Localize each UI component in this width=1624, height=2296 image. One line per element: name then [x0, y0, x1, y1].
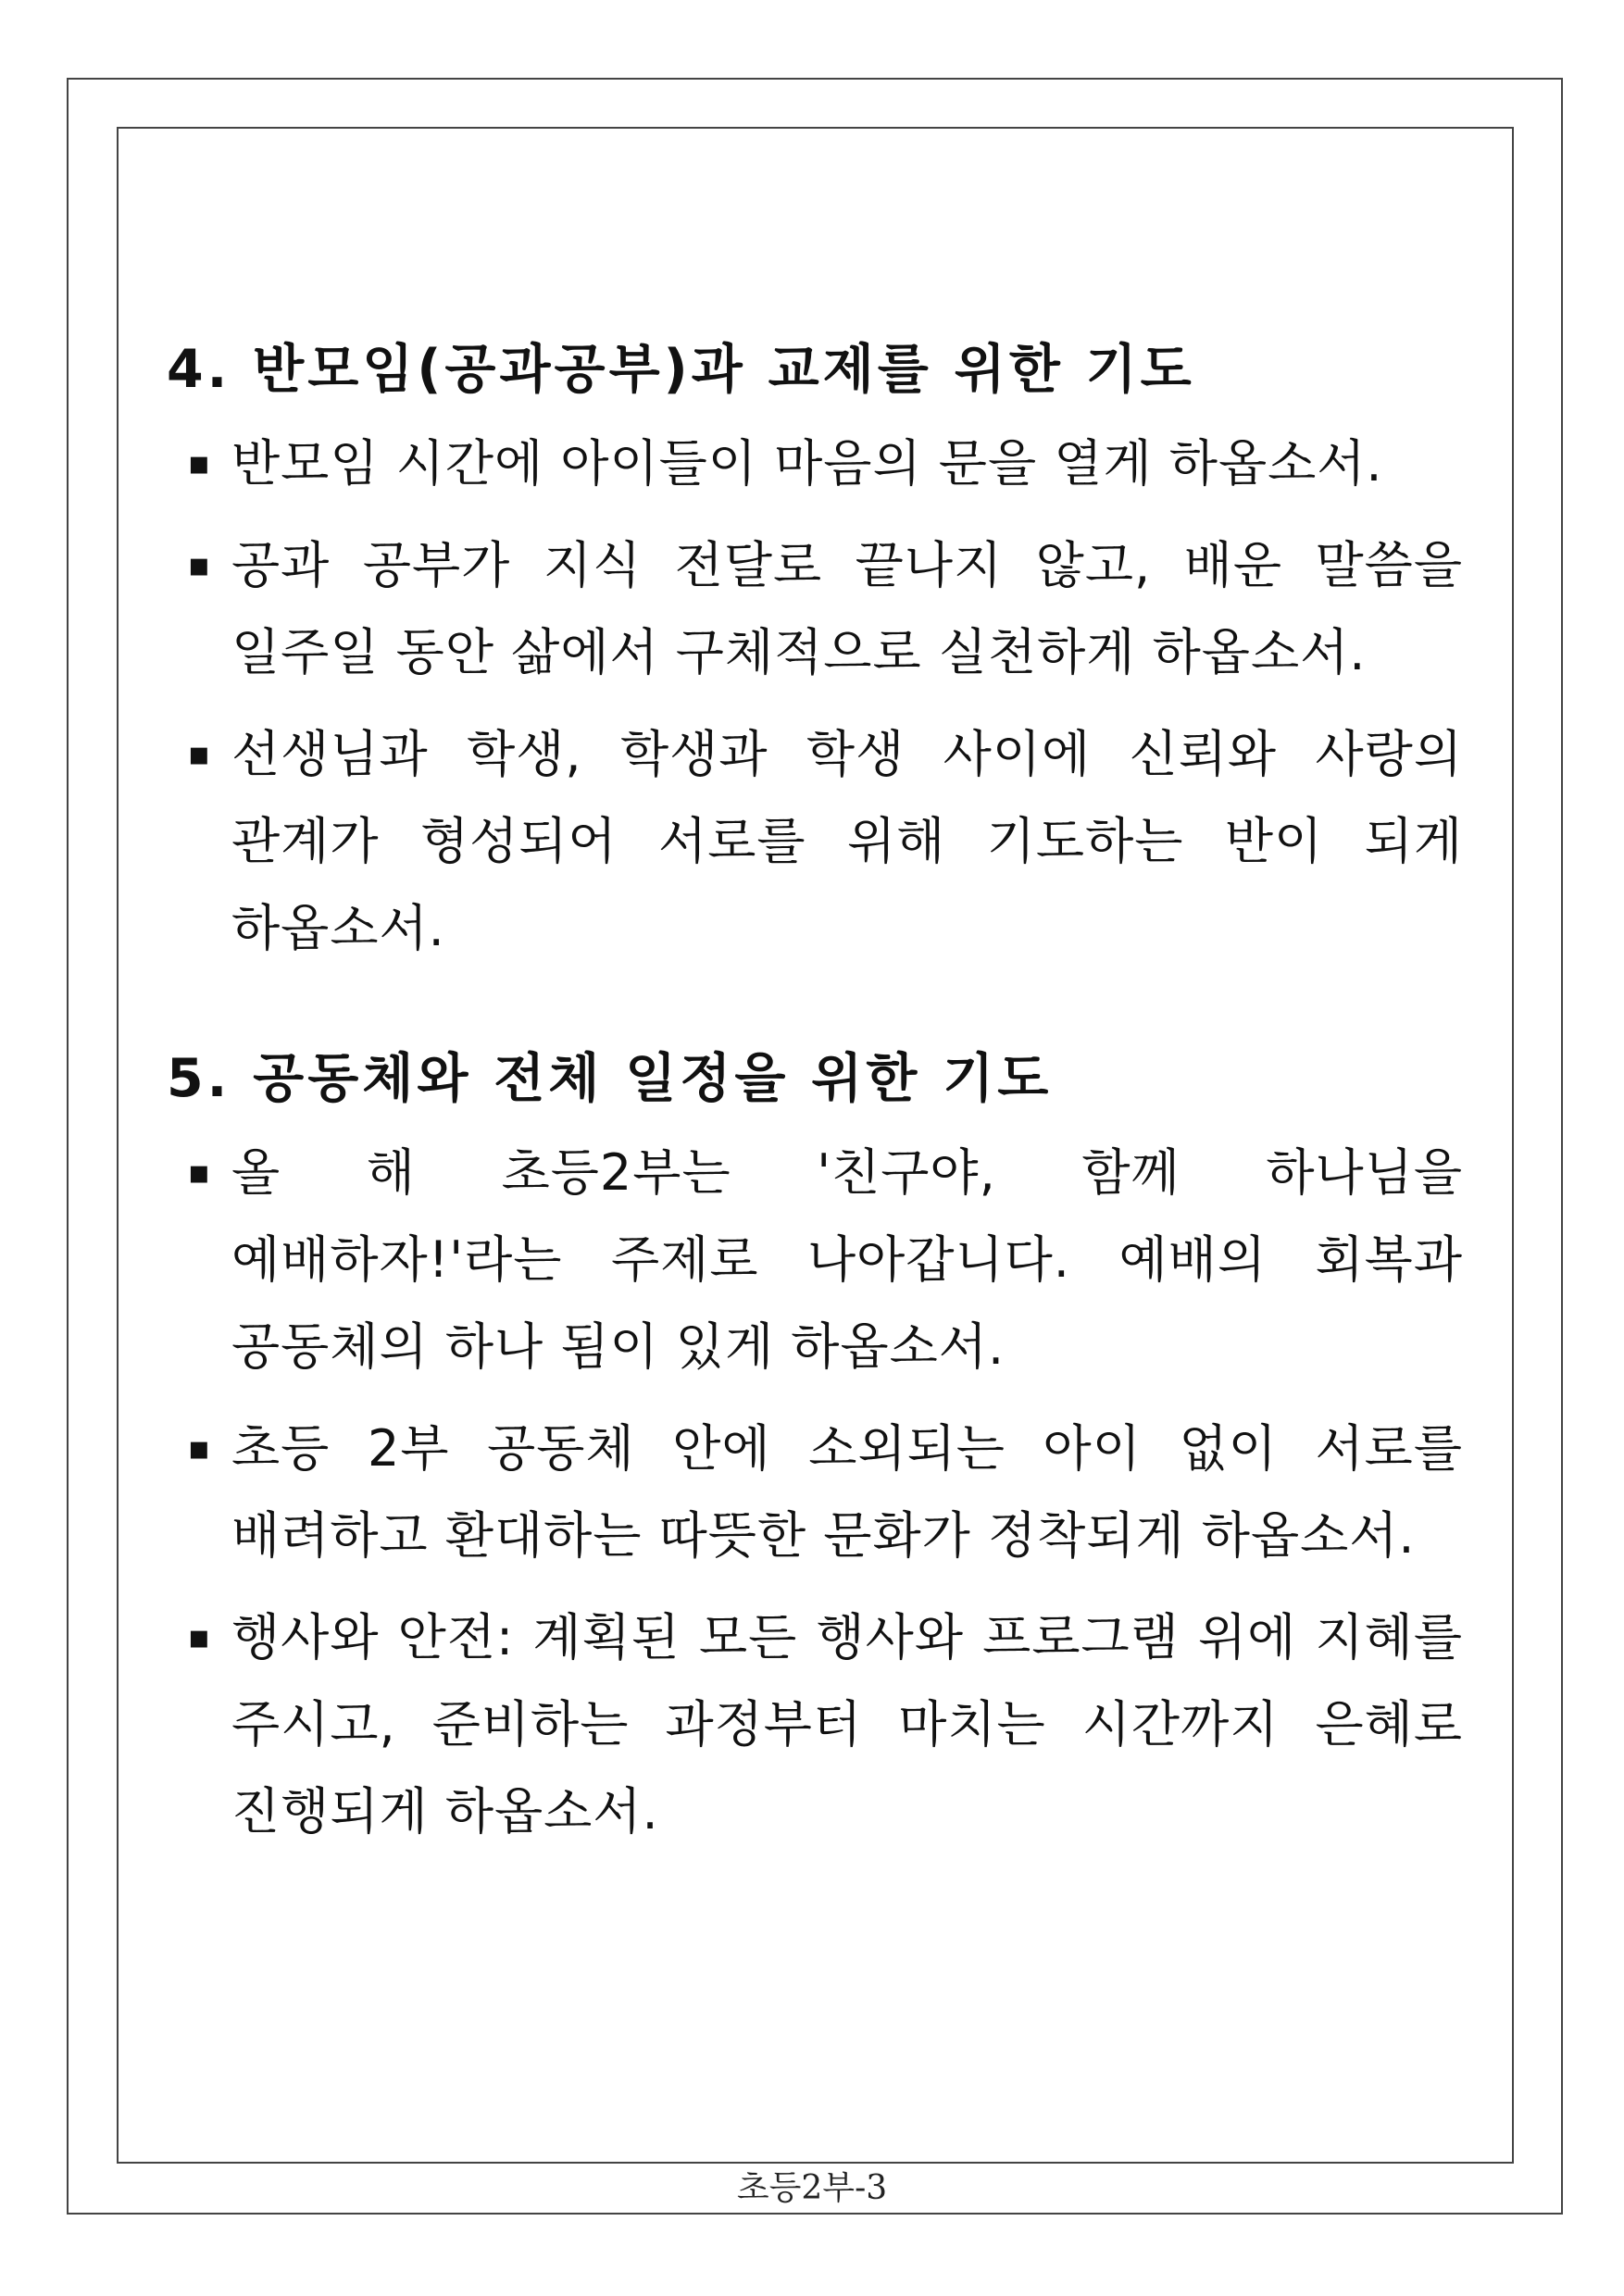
prayer-item	[167, 1405, 1491, 1579]
bullet-icon: ▪	[187, 546, 211, 584]
prayer-text: 행사와 안전: 계획된 모든 행사와 프로그램 위에 지혜를 주시고, 준비하는 과정부터 마치는 시간까지 은혜로 진행되게 하옵소서.	[231, 1608, 1463, 1841]
prayer-item	[167, 1129, 1491, 1391]
prayer-item	[167, 711, 1491, 972]
bullet-icon: ▪	[187, 1154, 211, 1192]
prayer-text: 공과 공부가 지식 전달로 끝나지 않고, 배운 말씀을 일주일 동안 삶에서 구체적으로 실천하게 하옵소서.	[231, 536, 1463, 681]
prayer-list	[167, 1129, 1491, 1855]
section-title: 4. 반모임(공과공부)과 교제를 위한 기도	[167, 339, 1195, 400]
bullet-icon: ▪	[187, 444, 211, 482]
bullet-icon: ▪	[187, 1429, 211, 1467]
prayer-item	[167, 1594, 1491, 1855]
prayer-item	[167, 420, 1491, 507]
bullet-icon: ▪	[187, 735, 211, 773]
prayer-section-5	[167, 1033, 1491, 1855]
prayer-text: 선생님과 학생, 학생과 학생 사이에 신뢰와 사랑의 관계가 형성되어 서로를 위해 기도하는 반이 되게 하옵소서.	[231, 725, 1463, 957]
page-footer: 초등2부-3	[736, 2169, 888, 2207]
prayer-list	[167, 420, 1491, 972]
document-body	[167, 324, 1491, 1855]
prayer-text: 반모임 시간에 아이들이 마음의 문을 열게 하옵소서.	[231, 434, 1383, 493]
prayer-text: 초등 2부 공동체 안에 소외되는 아이 없이 서로를 배려하고 환대하는 따뜻한 문화가 정착되게 하옵소서.	[231, 1419, 1463, 1565]
prayer-item	[167, 522, 1491, 696]
prayer-section-4	[167, 324, 1491, 972]
bullet-icon: ▪	[187, 1618, 211, 1656]
section-title: 5. 공동체와 전체 일정을 위한 기도	[167, 1048, 1053, 1109]
prayer-text: 올 해 초등2부는 '친구야, 함께 하나님을 예배하자!'라는 주제로 나아갑니다. 예배의 회복과 공동체의 하나 됨이 있게 하옵소서.	[231, 1143, 1463, 1376]
